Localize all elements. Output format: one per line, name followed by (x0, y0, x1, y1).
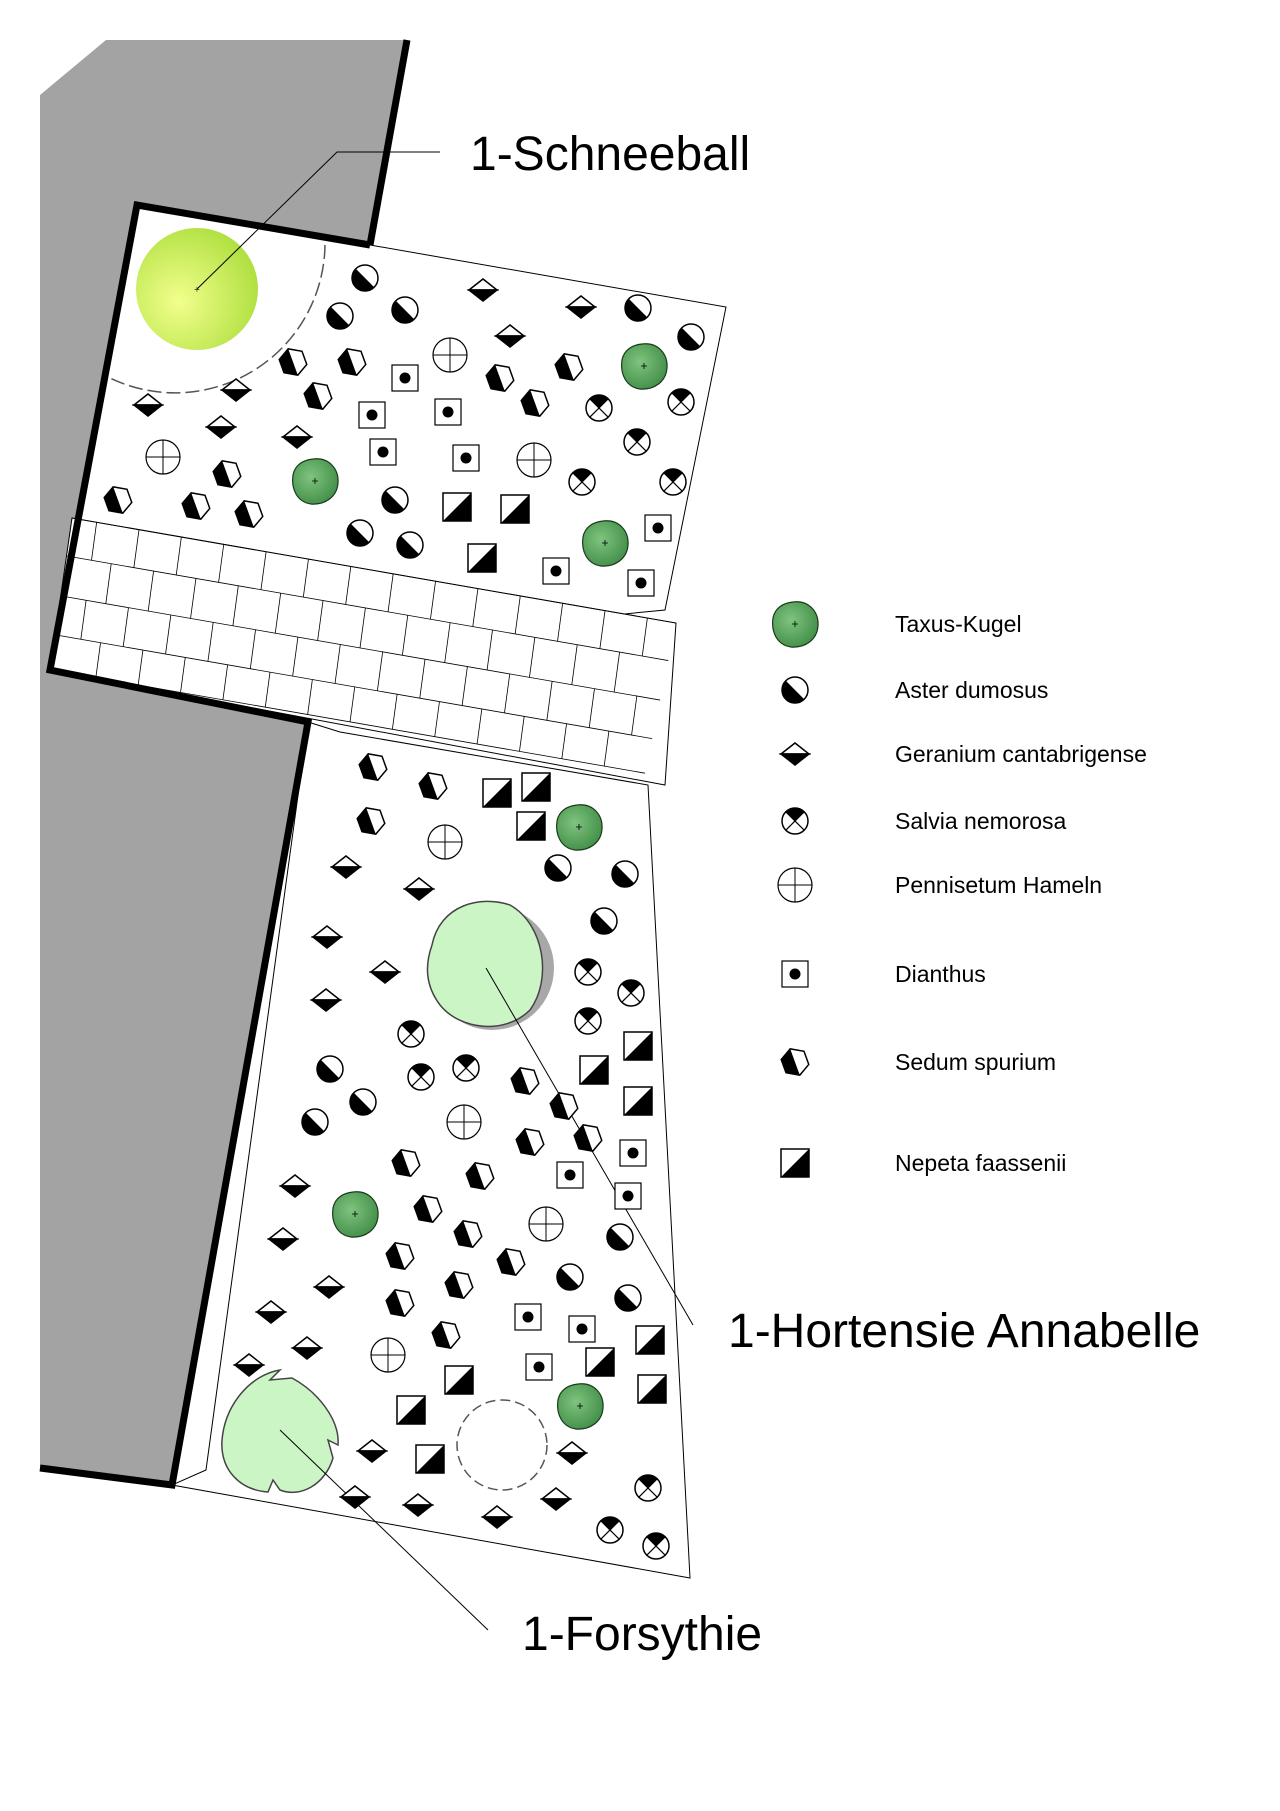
pennisetum-icon (433, 338, 467, 372)
dianthus-icon (615, 1183, 641, 1209)
nepeta-icon (416, 1445, 444, 1473)
aster-icon (302, 1109, 328, 1135)
taxus-icon (293, 459, 338, 504)
nepeta-icon (636, 1326, 664, 1354)
nepeta-icon (443, 493, 471, 521)
salvia-icon (635, 1475, 661, 1501)
pennisetum-icon (517, 443, 551, 477)
aster-icon (397, 532, 423, 558)
dianthus-icon (392, 365, 418, 391)
aster-icon (557, 1264, 583, 1290)
aster-icon (327, 303, 353, 329)
schneeball-center: + (194, 285, 200, 296)
taxus-icon (557, 805, 602, 850)
aster-icon (607, 1224, 633, 1250)
aster-icon (591, 908, 617, 934)
dianthus-icon (453, 445, 479, 471)
pennisetum-icon (447, 1105, 481, 1139)
nepeta-icon (638, 1375, 666, 1403)
nepeta-icon (586, 1348, 614, 1376)
aster-icon (317, 1056, 343, 1082)
salvia-icon (660, 469, 686, 495)
aster-icon (625, 295, 651, 321)
nepeta-icon (445, 1366, 473, 1394)
geranium-icon (781, 743, 809, 765)
legend-label-aster: Aster dumosus (895, 677, 1049, 703)
aster-icon (545, 855, 571, 881)
dianthus-icon (526, 1354, 552, 1380)
legend-label-taxus: Taxus-Kugel (895, 611, 1022, 637)
callout-hortensie: 1-Hortensie Annabelle (728, 1305, 1201, 1358)
salvia-icon (398, 1021, 424, 1047)
legend-label-pennisetum: Pennisetum Hameln (895, 872, 1103, 898)
salvia-icon (597, 1517, 623, 1543)
nepeta-icon (501, 495, 529, 523)
dianthus-icon (557, 1162, 583, 1188)
dianthus-icon (359, 402, 385, 428)
dianthus-icon (569, 1316, 595, 1342)
aster-icon (678, 324, 704, 350)
taxus-icon (583, 521, 628, 566)
taxus-icon (622, 344, 667, 389)
legend-label-sedum: Sedum spurium (895, 1049, 1057, 1075)
aster-icon (612, 861, 638, 887)
dianthus-icon (628, 570, 654, 596)
salvia-icon (624, 429, 650, 455)
nepeta-icon (580, 1056, 608, 1084)
pennisetum-icon (778, 868, 812, 902)
aster-icon (782, 677, 808, 703)
pennisetum-icon (146, 440, 180, 474)
taxus-icon (773, 602, 818, 647)
dianthus-icon (645, 515, 671, 541)
nepeta-icon (483, 779, 511, 807)
dianthus-icon (435, 399, 461, 425)
salvia-icon (408, 1064, 434, 1090)
salvia-icon (782, 808, 808, 834)
nepeta-icon (517, 812, 545, 840)
legend-label-geranium: Geranium cantabrigense (895, 741, 1147, 767)
pennisetum-icon (371, 1338, 405, 1372)
aster-icon (382, 487, 408, 513)
nepeta-icon (781, 1149, 809, 1177)
callout-forsythie: 1-Forsythie (522, 1608, 763, 1661)
dianthus-icon (370, 439, 396, 465)
legend (773, 602, 1147, 1177)
salvia-icon (643, 1533, 669, 1559)
legend-label-nepeta: Nepeta faassenii (895, 1150, 1067, 1176)
aster-icon (392, 297, 418, 323)
pennisetum-icon (529, 1207, 563, 1241)
dianthus-icon (515, 1304, 541, 1330)
aster-icon (347, 520, 373, 546)
salvia-icon (453, 1055, 479, 1081)
aster-icon (615, 1285, 641, 1311)
aster-icon (350, 1089, 376, 1115)
taxus-icon (558, 1384, 603, 1429)
sedum-icon (779, 1045, 811, 1080)
salvia-icon (668, 389, 694, 415)
nepeta-icon (397, 1396, 425, 1424)
taxus-icon (333, 1192, 378, 1237)
legend-label-salvia: Salvia nemorosa (895, 808, 1067, 834)
salvia-icon (618, 980, 644, 1006)
dianthus-icon (543, 558, 569, 584)
nepeta-icon (624, 1032, 652, 1060)
legend-label-dianthus: Dianthus (895, 961, 986, 987)
pennisetum-icon (428, 825, 462, 859)
callout-schneeball: 1-Schneeball (470, 128, 751, 181)
hortensie-shrub (427, 901, 542, 1026)
salvia-icon (569, 469, 595, 495)
salvia-icon (575, 959, 601, 985)
nepeta-icon (522, 773, 550, 801)
nepeta-icon (624, 1087, 652, 1115)
salvia-icon (575, 1008, 601, 1034)
dianthus-icon (620, 1140, 646, 1166)
nepeta-icon (468, 544, 496, 572)
dianthus-icon (782, 961, 808, 987)
salvia-icon (586, 395, 612, 421)
aster-icon (352, 265, 378, 291)
